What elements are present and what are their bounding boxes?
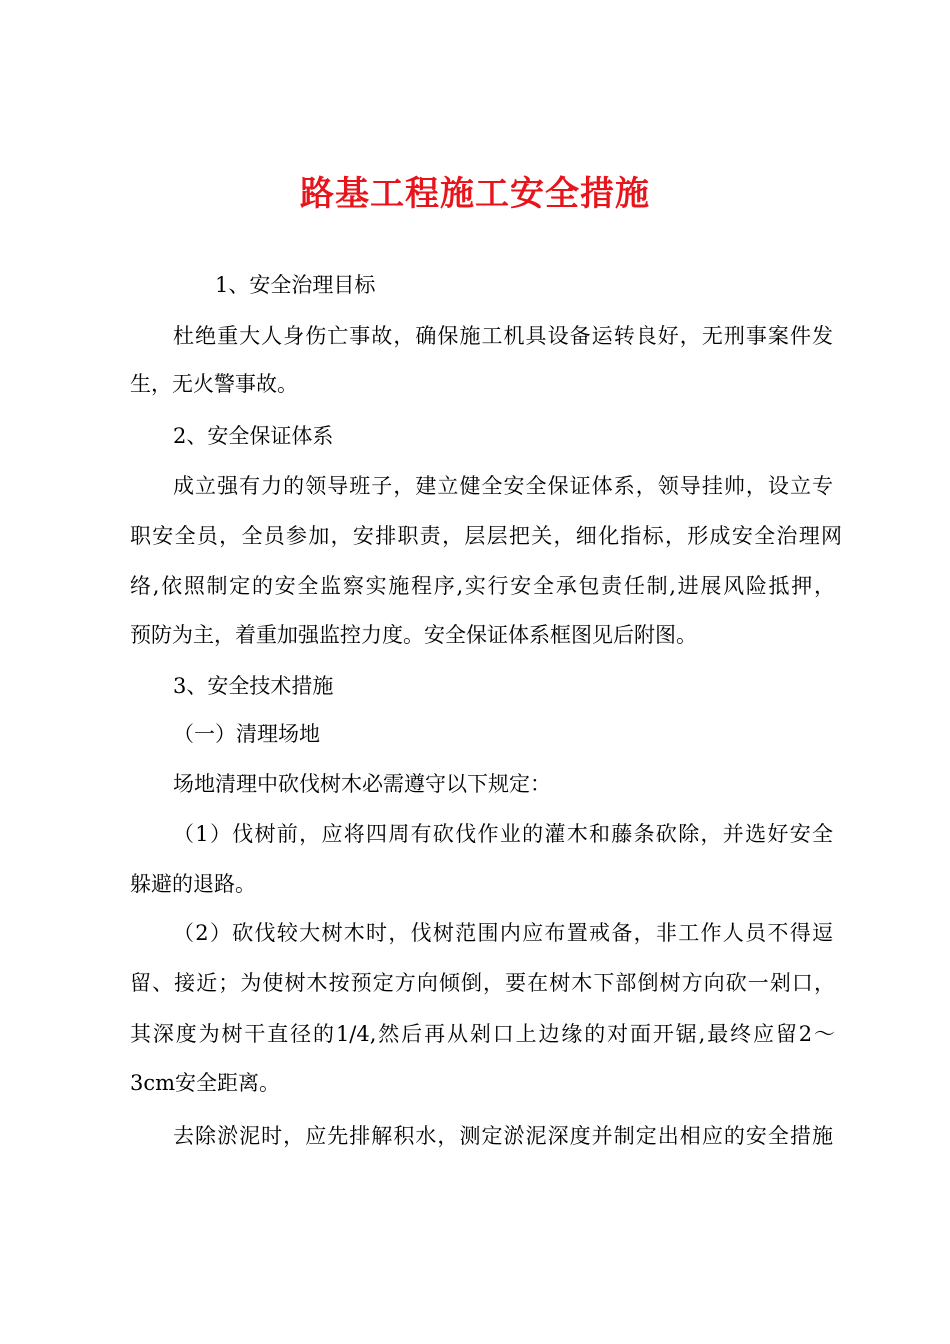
heading-safety-assurance-system: 2、安全保证体系: [173, 424, 334, 448]
list-item-1: （1）伐树前，应将四周有砍伐作业的灌木和藤条砍除，并选好安全: [173, 822, 833, 846]
paragraph-line: 络,依照制定的安全监察实施程序,实行安全承包责任制,进展风险抵押，: [130, 574, 835, 598]
paragraph-line: 杜绝重大人身伤亡事故，确保施工机具设备运转良好，无刑事案件发: [173, 324, 833, 348]
paragraph-line: 其深度为树干直径的1/4,然后再从剁口上边缘的对面开锯,最终应留2～: [130, 1022, 835, 1046]
heading-safety-technical-measures: 3、安全技术措施: [173, 674, 334, 698]
paragraph-line: 预防为主，着重加强监控力度。安全保证体系框图见后附图。: [130, 623, 697, 647]
subheading-site-clearing: （一）清理场地: [173, 722, 320, 746]
paragraph-line: 生，无火警事故。: [130, 372, 298, 396]
paragraph-line: 去除淤泥时，应先排解积水，测定淤泥深度并制定出相应的安全措施: [173, 1124, 833, 1148]
paragraph-line: 场地清理中砍伐树木必需遵守以下规定：: [173, 772, 551, 796]
document-title: 路基工程施工安全措施: [300, 174, 650, 214]
paragraph-line: 职安全员，全员参加，安排职责，层层把关，细化指标，形成安全治理网: [130, 524, 842, 548]
heading-safety-management-goal: 1、安全治理目标: [215, 273, 376, 297]
list-item-2: （2）砍伐较大树木时，伐树范围内应布置戒备，非工作人员不得逗: [173, 921, 833, 945]
paragraph-line: 成立强有力的领导班子，建立健全安全保证体系，领导挂帅，设立专: [173, 474, 833, 498]
paragraph-line: 3cm安全距离。: [130, 1071, 281, 1095]
paragraph-line: 躲避的退路。: [130, 872, 256, 896]
paragraph-line: 留、接近；为使树木按预定方向倾倒，要在树木下部倒树方向砍一剁口，: [130, 971, 835, 995]
